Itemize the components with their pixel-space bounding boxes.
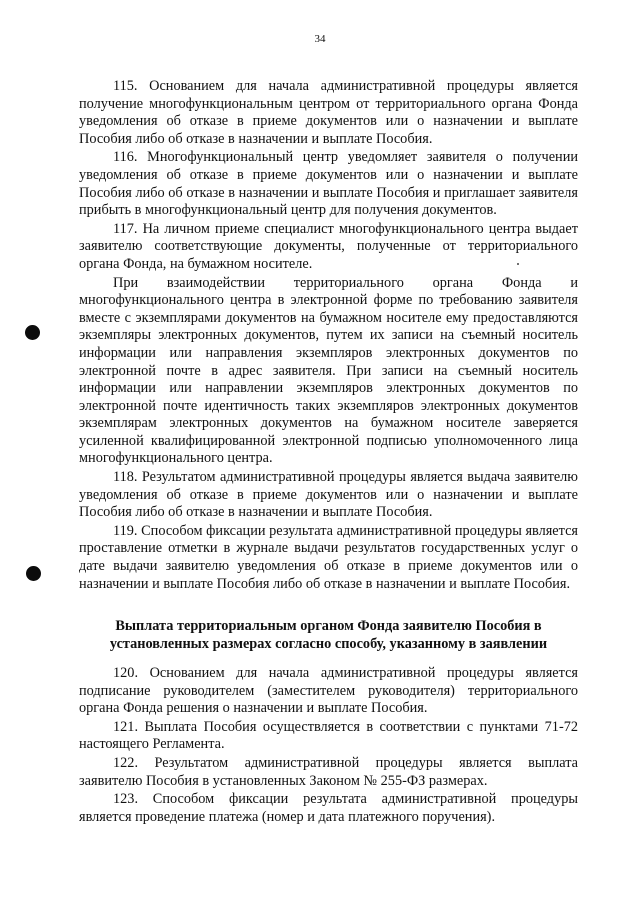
section-heading-line-1: Выплата территориальным органом Фонда заявителю Пособия в: [115, 618, 542, 634]
paragraph-121: 121. Выплата Пособия осуществляется в соответствии с пунктами 71-72 настоящего Регламента.: [79, 718, 578, 753]
paragraph-118: 118. Результатом административной процедуры является выдача заявителю уведомления об отказе в приеме документов или о назначении и выплате Пособия либо об отказе в назначении и выплате Пособия.: [79, 469, 578, 521]
paragraph-123: 123. Способом фиксации результата административной процедуры является проведение платежа (номер и дата платежного поручения).: [79, 791, 578, 825]
punch-hole-lower: [26, 566, 41, 581]
page-number: 34: [314, 33, 326, 45]
punch-hole-upper: [25, 325, 40, 340]
paragraph-122: 122. Результатом административной процедуры является выплата заявителю Пособия в установленных Законом № 255-ФЗ размерах.: [79, 754, 578, 789]
paragraph-block-upper: [79, 78, 578, 594]
section-heading: [79, 618, 578, 653]
paragraph-119: 119. Способом фиксации результата административной процедуры является проставление отметки в журнале выдачи результатов государственных услуг о дате выдачи заявителю уведомления об отказе в приеме документов или о назначении и выплате Пособия либо об отказе в назначении и выплате Пособия.: [79, 522, 578, 592]
paragraph-117-continuation: При взаимодействии территориального органа Фонда и многофункционального центра в электронной форме по требованию заявителя вместе с экземплярами документов на бумажном носителе ему предоставляются экземпляры электронных документов, путем их записи на съемный носитель информации или направления экземпляров электронных документов по электронной почте в адрес заявителя. При записи на съемный носитель информации или направлении экземпляров электронных документов по электронной почте идентичность таких экземпляров электронных документов экземплярам электронных документов на бумажном носителе заверяется усиленной квалифицированной электронной подписью уполномоченного лица многофункционального центра.: [79, 274, 578, 467]
scan-speck: [517, 263, 519, 265]
paragraph-116: 116. Многофункциональный центр уведомляет заявителя о получении уведомления об отказе в приеме документов или о назначении и выплате Пособия либо об отказе в назначении и выплате Пособия и приглашает заявителя прибыть в многофункциональный центр для получения документов.: [79, 149, 578, 219]
paragraph-115: 115. Основанием для начала административной процедуры является получение многофункциональным центром от территориального органа Фонда уведомления об отказе в приеме документов или о назначении и выплате Пособия либо об отказе в назначении и выплате Пособия.: [79, 78, 578, 147]
paragraph-block-lower: [79, 665, 578, 827]
paragraph-120: 120. Основанием для начала административной процедуры является подписание руководителем (заместителем руководителя) территориального органа Фонда решения о назначении и выплате Пособия.: [79, 665, 578, 717]
paragraph-117: 117. На личном приеме специалист многофункционального центра выдает заявителю соответствующие документы, полученные от территориального органа Фонда, на бумажном носителе.: [79, 220, 578, 272]
section-heading-line-2: установленных размерах согласно способу, указанному в заявлении: [109, 635, 548, 652]
